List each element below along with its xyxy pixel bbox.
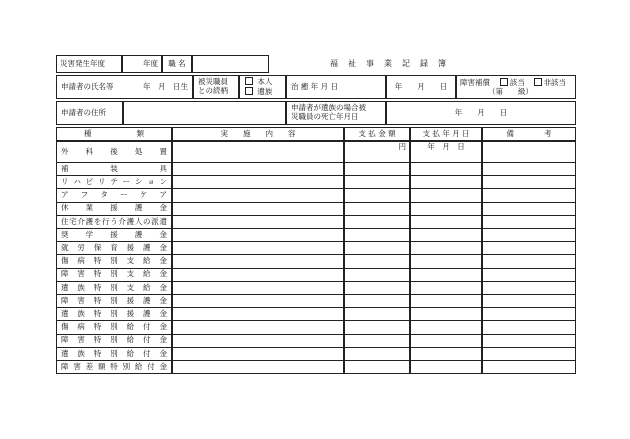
type-char: 障: [61, 361, 69, 371]
type-char: 外: [61, 146, 69, 156]
not-applicable-checkbox[interactable]: [534, 78, 542, 86]
bereaved-checkbox[interactable]: [245, 87, 253, 95]
type-char: 病: [77, 322, 85, 332]
row-amount-cell[interactable]: [344, 361, 410, 374]
type-char: フ: [80, 190, 89, 200]
col-header-content-text: 実 施 内 容: [220, 128, 296, 138]
death-line1: 申請者が遺族の場合被: [291, 103, 366, 113]
type-char: 科: [85, 146, 94, 156]
applicable-label: 該当: [509, 77, 525, 87]
type-char: ビ: [85, 176, 94, 186]
row-amount-cell[interactable]: [344, 321, 410, 334]
row-amount-cell[interactable]: [344, 163, 410, 176]
type-char: を: [93, 216, 102, 226]
self-option-label: 本人: [257, 77, 273, 87]
type-char: ョ: [147, 176, 155, 186]
row-amount-cell[interactable]: [344, 255, 410, 268]
type-char: 金: [159, 269, 167, 279]
row-amount-cell[interactable]: [344, 282, 410, 295]
type-char: 護: [143, 242, 151, 252]
type-char: シ: [134, 176, 143, 186]
type-char: う: [110, 216, 118, 226]
type-char: 支: [126, 269, 135, 279]
col-header-remarks: [482, 127, 576, 141]
type-char: 保: [93, 242, 102, 252]
type-char: 特: [93, 322, 102, 332]
type-char: 別: [110, 256, 118, 266]
cure-date-label-text: 治 癒 年 月 日: [291, 81, 339, 91]
type-char: リ: [61, 176, 69, 186]
type-char: 遣: [159, 216, 167, 226]
type-char: 補: [61, 163, 69, 173]
type-char: 族: [77, 308, 85, 318]
type-char: 行: [102, 216, 110, 226]
type-char: ケ: [139, 190, 148, 200]
type-char: 額: [97, 361, 106, 371]
type-char: 族: [77, 348, 85, 358]
type-char: 人: [134, 216, 143, 226]
type-char: 遺: [61, 308, 69, 318]
row-type-cell: [56, 242, 172, 255]
row-content-cell[interactable]: [172, 229, 344, 242]
type-char: 給: [126, 348, 135, 358]
row-amount-cell[interactable]: [344, 216, 410, 229]
type-char: 差: [85, 361, 94, 371]
row-remarks-cell[interactable]: [482, 308, 576, 321]
type-char: ン: [159, 176, 167, 186]
row-type-cell: [56, 282, 172, 295]
row-content-cell[interactable]: [172, 242, 344, 255]
type-char: 具: [159, 163, 167, 173]
type-char: 金: [159, 229, 167, 239]
type-char: 付: [143, 322, 151, 332]
relation-options: [239, 75, 286, 99]
type-char: 援: [126, 295, 135, 305]
relation-line1: 被災職員: [198, 77, 228, 87]
type-char: 別: [110, 295, 118, 305]
self-option[interactable]: [245, 77, 272, 87]
type-char: 援: [110, 203, 118, 213]
row-content-cell[interactable]: [172, 335, 344, 348]
type-char: 金: [159, 348, 167, 358]
type-char: 給: [134, 361, 143, 371]
disaster-year-label-text: 災害発生年度: [60, 58, 105, 68]
type-char: 装: [110, 163, 118, 173]
type-char: 金: [159, 203, 167, 213]
year-suffix: 年度: [143, 58, 158, 68]
applicable-checkbox[interactable]: [500, 78, 508, 86]
type-char: 族: [77, 282, 85, 292]
type-char: テ: [110, 176, 118, 186]
row-type-cell: [56, 216, 172, 229]
disability-label: 障害補償: [460, 77, 490, 87]
row-amount-cell[interactable]: [344, 348, 410, 361]
type-char: 学: [85, 229, 94, 239]
type-char: 護: [143, 308, 151, 318]
row-remarks-cell[interactable]: [482, 321, 576, 334]
type-char: 障: [61, 295, 69, 305]
row-remarks-cell[interactable]: [482, 361, 576, 374]
row-content-cell[interactable]: [172, 295, 344, 308]
type-char: 金: [159, 242, 167, 252]
row-remarks-cell[interactable]: [482, 216, 576, 229]
row-pay-date-cell[interactable]: [410, 255, 482, 268]
type-char: 別: [110, 322, 118, 332]
type-char: リ: [97, 176, 106, 186]
death-date-label: [286, 101, 386, 125]
job-field[interactable]: [192, 55, 269, 73]
type-char: 就: [61, 242, 69, 252]
row-type-cell: [56, 308, 172, 321]
row-content-cell[interactable]: [172, 203, 344, 216]
type-char: 別: [110, 335, 118, 345]
row-remarks-cell[interactable]: [482, 189, 576, 202]
row-remarks-cell[interactable]: [482, 229, 576, 242]
row-remarks-cell[interactable]: [482, 295, 576, 308]
type-char: 護: [143, 295, 151, 305]
type-char: 遺: [61, 282, 69, 292]
row-remarks-cell[interactable]: [482, 176, 576, 189]
row-remarks-cell[interactable]: [482, 242, 576, 255]
row-type-cell: [56, 321, 172, 334]
col-header-amount: [344, 127, 410, 141]
row-pay-date-cell[interactable]: [410, 335, 482, 348]
type-char: ハ: [73, 176, 81, 186]
row-remarks-cell[interactable]: [482, 348, 576, 361]
type-char: 援: [126, 308, 135, 318]
type-char: 別: [110, 308, 118, 318]
row-type-cell: [56, 335, 172, 348]
row-remarks-cell[interactable]: [482, 255, 576, 268]
type-char: 病: [77, 256, 85, 266]
type-char: 護: [134, 229, 143, 239]
col-header-pay-date: [410, 127, 482, 141]
type-char: ー: [120, 190, 128, 200]
row-pay-date-cell[interactable]: [410, 321, 482, 334]
applicant-name-label: 申請者の氏名等: [61, 81, 114, 91]
type-char: 金: [159, 335, 167, 345]
cure-date-field[interactable]: [386, 75, 456, 99]
row-remarks-cell[interactable]: [482, 163, 576, 176]
type-char: 休: [61, 203, 69, 213]
row-pay-date-cell[interactable]: [410, 308, 482, 321]
row-amount-cell[interactable]: [344, 189, 410, 202]
job-label: [162, 55, 192, 73]
type-char: 別: [122, 361, 131, 371]
row-amount-cell[interactable]: [344, 229, 410, 242]
type-char: ア: [61, 190, 69, 200]
relation-label: [193, 75, 239, 99]
type-char: ー: [122, 176, 131, 186]
not-applicable-label: 非該当: [543, 77, 567, 87]
row-amount-cell[interactable]: [344, 242, 410, 255]
row-remarks-cell[interactable]: [482, 282, 576, 295]
col-header-amount-text: 支 払 金 額: [358, 128, 396, 138]
disaster-year-field[interactable]: [122, 55, 162, 73]
type-char: 別: [110, 269, 118, 279]
row-pay-date-cell[interactable]: [410, 229, 482, 242]
job-label-text: 職 名: [168, 58, 186, 68]
first-row-pay-date[interactable]: [410, 141, 482, 163]
row-type-cell: [56, 295, 172, 308]
type-char: 置: [159, 146, 167, 156]
row-type-cell: [56, 189, 172, 202]
row-pay-date-cell[interactable]: [410, 216, 482, 229]
type-char: 育: [110, 242, 118, 252]
type-char: 障: [61, 269, 69, 279]
type-char: 金: [159, 282, 167, 292]
row-amount-cell[interactable]: [344, 308, 410, 321]
address-label-text: 申請者の住所: [61, 107, 106, 117]
row-pay-date-cell[interactable]: [410, 163, 482, 176]
type-char: 害: [77, 295, 85, 305]
type-char: 住: [61, 216, 69, 226]
cure-date-value: 年 月 日: [394, 81, 448, 91]
applicant-name-row: [56, 75, 193, 99]
col-header-content: [172, 127, 344, 141]
first-row-remarks[interactable]: [482, 141, 576, 163]
address-label: [56, 101, 123, 125]
relation-line2: との続柄: [198, 86, 228, 95]
row-type-cell: [56, 176, 172, 189]
col-header-type-text: 種 類: [84, 128, 144, 138]
row-content-cell[interactable]: [172, 216, 344, 229]
type-char: 護: [85, 216, 94, 226]
type-char: 特: [93, 335, 102, 345]
type-char: 付: [143, 335, 151, 345]
row-pay-date-cell[interactable]: [410, 282, 482, 295]
type-char: 特: [93, 282, 102, 292]
type-char: 障: [61, 335, 69, 345]
type-char: 付: [143, 348, 151, 358]
row-pay-date-cell[interactable]: [410, 348, 482, 361]
row-amount-cell[interactable]: [344, 335, 410, 348]
type-char: 傷: [61, 322, 69, 332]
cure-date-label: [286, 75, 386, 99]
row-type-cell: [56, 203, 172, 216]
row-pay-date-cell[interactable]: [410, 176, 482, 189]
amount-unit: 円: [398, 142, 406, 151]
row-amount-cell[interactable]: [344, 203, 410, 216]
disaster-year-label: [56, 55, 122, 73]
row-type-cell: [56, 255, 172, 268]
type-char: 別: [110, 282, 118, 292]
type-char: 支: [126, 256, 135, 266]
type-char: 支: [126, 282, 135, 292]
self-checkbox[interactable]: [245, 77, 253, 85]
first-row-amount[interactable]: [344, 141, 410, 163]
row-type-cell: [56, 348, 172, 361]
pay-date-placeholder: 年 月 日: [427, 142, 465, 151]
type-char: 奨: [61, 229, 69, 239]
type-char: 介: [77, 216, 85, 226]
row-remarks-cell[interactable]: [482, 203, 576, 216]
page-title-text: 福 祉 事 業 記 録 簿: [330, 59, 447, 69]
death-line2: 災職員の死亡年月日: [291, 112, 359, 121]
row-pay-date-cell[interactable]: [410, 269, 482, 282]
row-remarks-cell[interactable]: [482, 269, 576, 282]
row-content-cell[interactable]: [172, 348, 344, 361]
type-char: 業: [85, 203, 94, 213]
row-content-cell[interactable]: [172, 361, 344, 374]
type-char: 金: [159, 256, 167, 266]
type-char: 給: [143, 282, 151, 292]
type-char: 特: [93, 348, 102, 358]
type-char: 給: [143, 256, 151, 266]
row-remarks-cell[interactable]: [482, 335, 576, 348]
row-content-cell[interactable]: [172, 282, 344, 295]
row-content-cell[interactable]: [172, 269, 344, 282]
row-type-cell: [56, 361, 172, 374]
row-pay-date-cell[interactable]: [410, 203, 482, 216]
type-char: 傷: [61, 256, 69, 266]
type-char: の: [143, 216, 151, 226]
row-pay-date-cell[interactable]: [410, 242, 482, 255]
type-char: 遺: [61, 348, 69, 358]
row-content-cell[interactable]: [172, 255, 344, 268]
first-row-type: [56, 141, 172, 163]
col-header-pay-date-text: 支 払 年 月 日: [422, 128, 470, 138]
type-char: 後: [110, 146, 118, 156]
address-field[interactable]: [123, 101, 286, 125]
type-char: 護: [126, 216, 135, 226]
type-char: 宅: [69, 216, 77, 226]
first-row-content[interactable]: [172, 141, 344, 163]
birth-date-label: 年 月 日生: [143, 81, 188, 91]
row-type-cell: [56, 229, 172, 242]
type-char: 特: [93, 308, 102, 318]
row-content-cell[interactable]: [172, 321, 344, 334]
type-char: 害: [73, 361, 81, 371]
type-char: 別: [110, 348, 118, 358]
type-char: 特: [93, 269, 102, 279]
type-char: 特: [93, 256, 102, 266]
death-date-field[interactable]: [386, 101, 576, 125]
type-char: タ: [100, 190, 108, 200]
type-char: 労: [77, 242, 85, 252]
row-amount-cell[interactable]: [344, 176, 410, 189]
col-header-remarks-text: 備 考: [506, 128, 552, 138]
row-amount-cell[interactable]: [344, 295, 410, 308]
type-char: 介: [118, 216, 126, 226]
disability-cell: [456, 75, 576, 99]
type-char: 金: [159, 308, 167, 318]
type-char: 害: [77, 269, 85, 279]
row-type-cell: [56, 163, 172, 176]
grade-label: （第 級）: [488, 86, 533, 96]
type-char: 金: [159, 361, 167, 371]
row-content-cell[interactable]: [172, 308, 344, 321]
row-content-cell[interactable]: [172, 189, 344, 202]
type-char: 援: [126, 242, 135, 252]
row-amount-cell[interactable]: [344, 269, 410, 282]
type-char: 特: [110, 361, 118, 371]
row-content-cell[interactable]: [172, 163, 344, 176]
page-title: [330, 55, 530, 73]
death-date-value: 年 月 日: [454, 107, 508, 117]
col-header-type: [56, 127, 172, 141]
row-content-cell[interactable]: [172, 176, 344, 189]
type-char: ア: [159, 190, 167, 200]
type-char: 金: [159, 322, 167, 332]
bereaved-option[interactable]: [245, 87, 272, 97]
type-char: 給: [126, 335, 135, 345]
bereaved-option-label: 遺族: [257, 87, 273, 96]
row-type-cell: [56, 269, 172, 282]
row-pay-date-cell[interactable]: [410, 189, 482, 202]
row-pay-date-cell[interactable]: [410, 361, 482, 374]
row-pay-date-cell[interactable]: [410, 295, 482, 308]
type-char: 派: [151, 216, 159, 226]
type-char: 特: [93, 295, 102, 305]
type-char: 処: [134, 146, 143, 156]
type-char: 援: [110, 229, 118, 239]
type-char: 金: [159, 295, 167, 305]
type-char: 給: [143, 269, 151, 279]
type-char: 護: [134, 203, 143, 213]
type-char: 付: [147, 361, 155, 371]
type-char: 害: [77, 335, 85, 345]
type-char: 給: [126, 322, 135, 332]
